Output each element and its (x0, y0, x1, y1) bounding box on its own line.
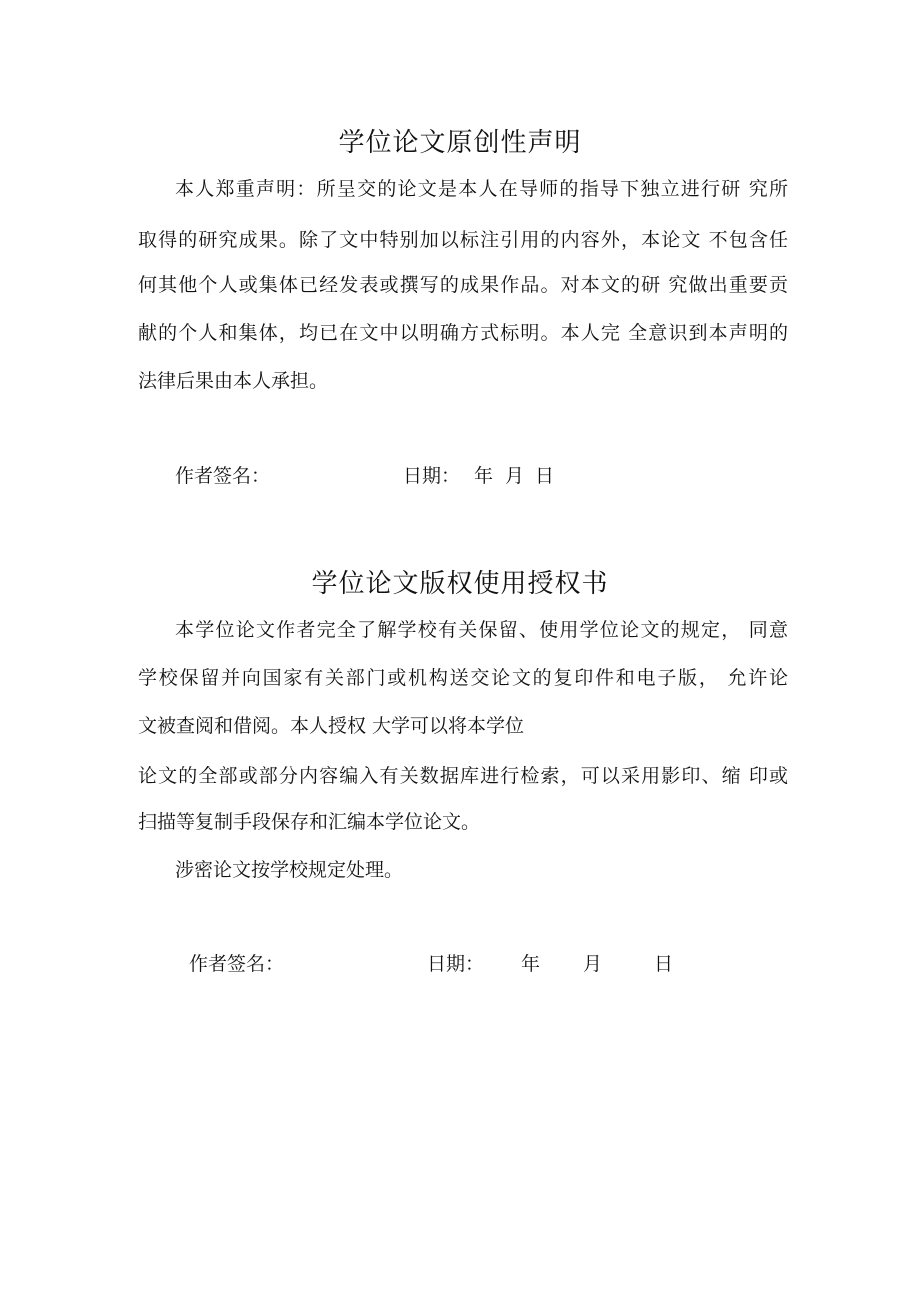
authorization-title: 学位论文版权使用授权书 (311, 569, 609, 599)
declaration-line-3: 何其他个人或集体已经发表或撰写的成果作品。对本文的研 究做出重要贡 (138, 274, 788, 296)
authorization-line-5: 扫描等复制手段保存和汇编本学位论文。 (138, 811, 481, 833)
authorization-line-3: 文被查阅和借阅。本人授权 大学可以将本学位 (138, 715, 525, 737)
declaration-line-2: 取得的研究成果。除了文中特别加以标注引用的内容外，本论文 不包含任 (138, 229, 788, 251)
authorization-date-label: 日期： (427, 953, 485, 975)
authorization-line-1: 本学位论文作者完全了解学校有关保留、使用学位论文的规定， 同意 (175, 619, 788, 641)
authorization-signature-label: 作者签名： (189, 953, 285, 975)
authorization-line-4: 论文的全部或部分内容编入有关数据库进行检索，可以采用影印、缩 印或 (138, 765, 788, 787)
declaration-date-label: 日期： (403, 465, 461, 487)
authorization-month-label: 月 (583, 953, 603, 975)
declaration-signature-label: 作者签名： (175, 465, 271, 487)
declaration-title: 学位论文原创性声明 (338, 128, 582, 158)
declaration-line-1: 本人郑重声明：所呈交的论文是本人在导师的指导下独立进行研 究所 (175, 178, 788, 200)
declaration-year-label: 年 (474, 465, 494, 487)
declaration-line-5: 法律后果由本人承担。 (138, 370, 329, 392)
authorization-line-2: 学校保留并向国家有关部门或机构送交论文的复印件和电子版， 允许论 (138, 667, 788, 689)
declaration-line-4: 献的个人和集体，均已在文中以明确方式标明。本人完 全意识到本声明的 (138, 322, 788, 344)
declaration-month-label: 月 (505, 465, 525, 487)
declaration-day-label: 日 (535, 465, 555, 487)
authorization-year-label: 年 (521, 953, 541, 975)
authorization-day-label: 日 (654, 953, 674, 975)
authorization-line-6: 涉密论文按学校规定处理。 (175, 859, 404, 881)
